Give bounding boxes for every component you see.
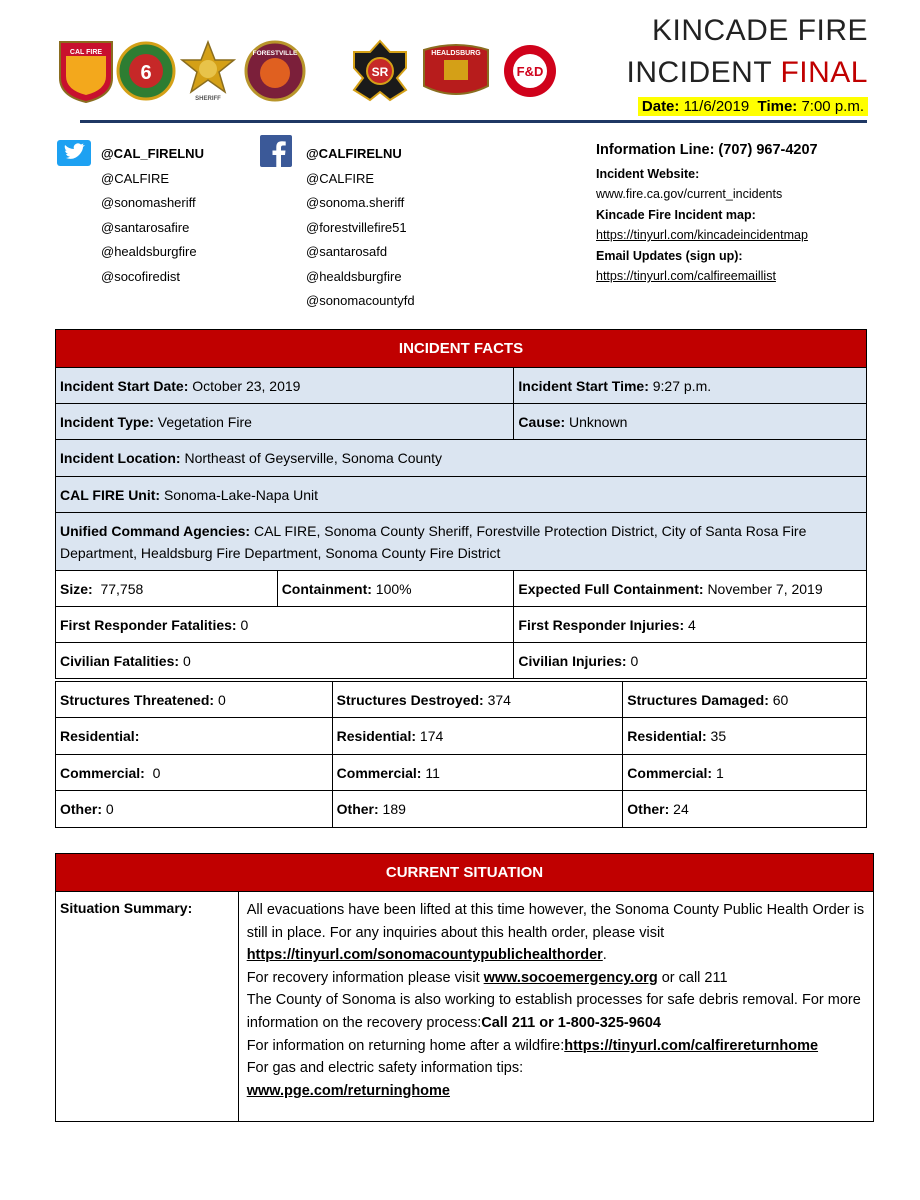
containment-cell [277,571,514,607]
cause-label: Cause: [518,413,566,430]
start-time-cell [514,368,867,404]
commercial-damaged-value: 1 [715,764,724,781]
date-time-banner [638,97,868,116]
twitter-handle[interactable]: @socofiredist [101,268,180,284]
facebook-handle[interactable]: @forestvillefire51 [306,219,407,235]
other-destroyed-cell [332,791,623,828]
twitter-handle[interactable]: @healdsburgfire [101,244,197,259]
time-value: 7:00 p.m. [801,98,864,115]
agencies-value: CAL FIRE, Sonoma County Sheriff, Forestville Protection District, City of Santa Rosa Fire Department, Healdsburg Fire Department, Sonoma County Fire District [60,522,807,561]
healdsburg-logo-text: HEALDSBURG [431,50,481,57]
location-value: Northeast of Geyserville, Sonoma County [184,450,443,466]
residential-damaged-value: 35 [710,728,727,744]
facebook-handle[interactable]: @healdsburgfire [306,268,402,284]
destroyed-cell [332,682,623,718]
size-value: 77,758 [100,580,144,597]
cause-cell [514,404,867,440]
forestville-logo-text: FORESTVILLE [252,50,298,57]
sonoma-fd-logo-text: F&D [516,64,544,79]
type-cell [56,404,514,440]
situation-paragraph-1: All evacuations have been lifted at this time however, the Sonoma County Public Health Order is still in place. For any inquiries about this health order, please visit [246,902,865,941]
facebook-handles [306,142,415,314]
type-label: Incident Type: [60,413,154,430]
situation-paragraph-3: The County of Sonoma is also working to establish processes for safe debris removal. For more information on the recovery process: [246,992,861,1031]
commercial-destroyed-cell [332,755,623,791]
email-link[interactable]: https://tinyurl.com/calfireemaillist [596,269,776,283]
location-cell [56,440,867,477]
title-line-1: KINCADE FIRE [651,14,868,47]
fr-fatalities-cell [56,607,514,643]
fr-injuries-label: First Responder Injuries: [518,616,685,633]
recovery-phone: Call 211 or 1-800-325-9604 [481,1014,661,1031]
threatened-label: Structures Threatened: [60,691,215,708]
civ-injuries-label: Civilian Injuries: [518,652,627,669]
title-final: FINAL [780,56,868,89]
fr-injuries-cell [514,607,867,643]
situation-summary-label: Situation Summary: [60,900,193,916]
return-home-link[interactable]: https://tinyurl.com/calfirereturnhome [564,1037,819,1054]
other-damaged-value: 24 [673,801,689,817]
residential-label: Residential: [336,728,417,744]
twitter-handle[interactable]: @CAL_FIRELNU [101,146,204,161]
healdsburg-fire-logo [420,38,492,104]
facebook-handle[interactable]: @sonoma.sheriff [306,195,405,210]
sonoma-sheriff-logo [178,38,238,104]
date-value: 11/6/2019 [683,98,750,115]
destroyed-value: 374 [487,691,511,708]
civ-fatalities-label: Civilian Fatalities: [60,652,180,669]
damaged-label: Structures Damaged: [627,691,769,708]
facebook-handle[interactable]: @CALFIRE [306,170,375,186]
unit-value: Sonoma-Lake-Napa Unit [163,486,319,503]
commercial-threatened-cell [56,755,333,791]
expected-value: November 7, 2019 [707,580,823,597]
civ-injuries-cell [514,643,867,679]
threatened-value: 0 [217,691,226,708]
threatened-cell [56,682,333,718]
email-label: Email Updates (sign up): [596,249,743,263]
title-line-2 [627,56,869,90]
size-label: Size: [60,580,93,597]
facebook-handle[interactable]: @sonomacountyfd [306,293,415,308]
header-rule [80,120,867,123]
start-date-label: Incident Start Date: [60,377,189,394]
start-date-value: October 23, 2019 [192,377,301,394]
sheriff-logo-text: SHERIFF [195,96,221,102]
situation-paragraph-4: For information on returning home after a wildfire: [246,1037,565,1054]
current-situation-table [55,853,874,1122]
team-6-logo-text: 6 [140,62,152,84]
sonoma-fd-logo [500,38,560,104]
commercial-label: Commercial: [336,764,422,781]
commercial-destroyed-value: 11 [425,764,440,781]
civ-fatalities-value: 0 [182,652,191,669]
facebook-handle[interactable]: @santarosafd [306,244,388,259]
other-threatened-cell [56,791,333,828]
commercial-label: Commercial: [60,764,145,781]
other-label: Other: [627,801,670,817]
fr-fatalities-label: First Responder Fatalities: [60,616,237,633]
residential-damaged-cell [623,718,867,755]
start-time-value: 9:27 p.m. [652,377,712,394]
unit-cell [56,477,867,513]
twitter-handle[interactable]: @santarosafire [101,219,190,235]
call-211-text: or call 211 [657,969,728,986]
start-time-label: Incident Start Time: [518,377,649,394]
incident-facts-table [55,329,867,679]
title-incident: INCIDENT [626,56,781,89]
start-date-cell [56,368,514,404]
agencies-cell [56,513,867,571]
time-label: Time: [757,98,798,115]
residential-label: Residential: [627,728,707,744]
civ-fatalities-cell [56,643,514,679]
map-label: Kincade Fire Incident map: [596,208,756,222]
website-link[interactable]: www.fire.ca.gov/current_incidents [596,187,783,201]
facebook-icon [260,135,292,167]
current-situation-heading: CURRENT SITUATION [56,854,874,892]
destroyed-label: Structures Destroyed: [336,691,484,708]
containment-label: Containment: [281,580,372,597]
situation-summary-label-cell [56,892,239,1122]
expected-cell [514,571,867,607]
santa-rosa-fd-logo [350,38,410,104]
fr-fatalities-value: 0 [240,616,249,633]
residential-destroyed-value: 174 [419,728,444,744]
map-link[interactable]: https://tinyurl.com/kincadeincidentmap [596,228,808,242]
situation-summary-text [238,892,873,1122]
commercial-threatened-value: 0 [152,764,161,781]
twitter-icon [57,140,91,166]
unit-label: CAL FIRE Unit: [60,486,161,503]
commercial-label: Commercial: [627,764,713,781]
fr-injuries-value: 4 [688,616,696,633]
other-label: Other: [336,801,379,817]
residential-label: Residential: [60,728,140,744]
type-value: Vegetation Fire [157,413,252,430]
damaged-value: 60 [772,691,789,708]
structures-table [55,681,867,828]
cause-value: Unknown [569,413,628,430]
period: . [602,947,607,964]
twitter-handle[interactable]: @sonomasheriff [101,195,196,210]
pge-link[interactable]: www.pge.com/returninghome [246,1082,450,1099]
civ-injuries-value: 0 [630,652,639,669]
website-label: Incident Website: [596,167,700,181]
agencies-label: Unified Command Agencies: [60,522,251,539]
contact-info [596,142,818,289]
commercial-damaged-cell [623,755,867,791]
expected-label: Expected Full Containment: [518,580,704,597]
residential-threatened-cell [56,718,333,755]
socoemergency-link[interactable]: www.socoemergency.org [483,969,658,986]
other-destroyed-value: 189 [382,801,406,817]
calfire-logo [56,38,116,104]
size-cell [56,571,278,607]
facebook-handle[interactable]: @CALFIRELNU [306,146,402,161]
other-label: Other: [60,801,102,817]
damaged-cell [623,682,867,718]
residential-destroyed-cell [332,718,623,755]
date-label: Date: [641,98,680,115]
information-line: Information Line: (707) 967-4207 [596,142,818,158]
situation-paragraph-5: For gas and electric safety information tips: [246,1060,524,1077]
incident-facts-heading: INCIDENT FACTS [56,330,867,368]
calfire-logo-text: CAL FIRE [69,49,103,56]
forestville-logo [240,38,310,104]
location-label: Incident Location: [60,450,181,466]
twitter-handle[interactable]: @CALFIRE [101,170,170,186]
other-damaged-cell [623,791,867,828]
twitter-handles [101,142,204,289]
santa-rosa-logo-text: SR [371,65,389,79]
health-order-link[interactable]: https://tinyurl.com/sonomacountypublichealthorder [246,947,603,964]
containment-value: 100% [375,580,412,597]
other-threatened-value: 0 [105,801,114,817]
cal-fire-team-6-logo [116,38,176,104]
situation-paragraph-2: For recovery information please visit [246,969,484,986]
